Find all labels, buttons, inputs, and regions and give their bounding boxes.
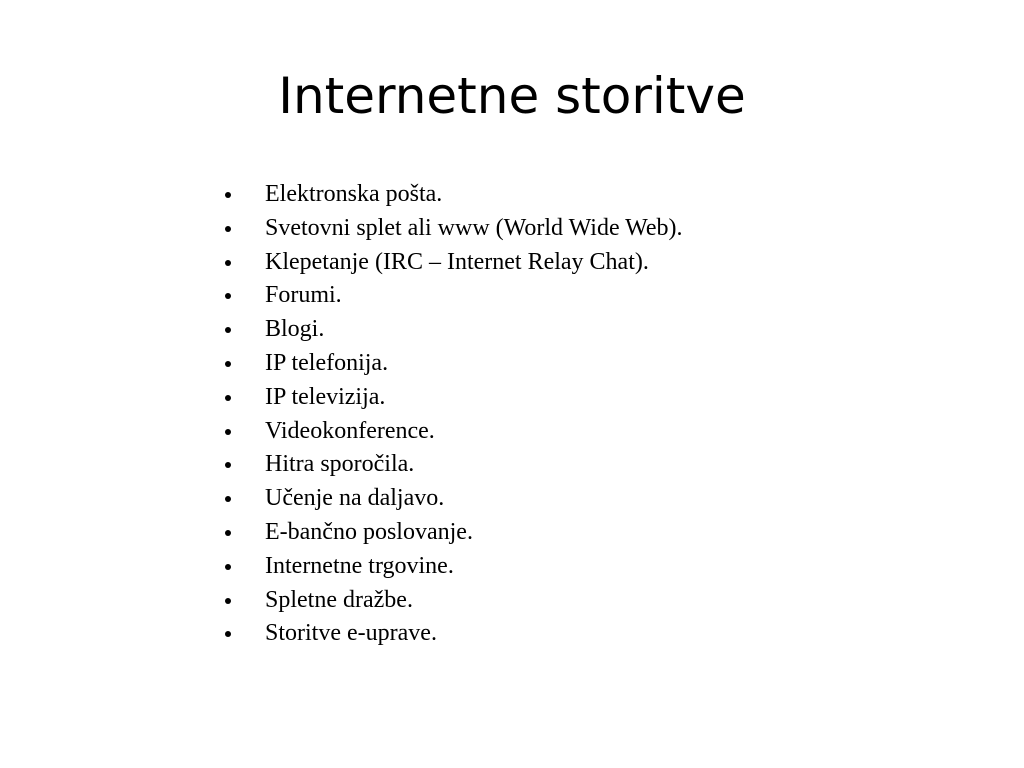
list-item-text: Hitra sporočila. (265, 451, 415, 478)
bullet-icon (225, 361, 231, 367)
list-item-text: Forumi. (265, 282, 342, 309)
list-item-text: IP televizija. (265, 383, 386, 410)
bullet-icon (225, 496, 231, 502)
list-item-text: Svetovni splet ali www (World Wide Web). (265, 214, 683, 241)
list-item-text: Klepetanje (IRC – Internet Relay Chat). (265, 248, 649, 275)
list-item-text: IP telefonija. (265, 349, 389, 376)
list-item-text: Storitve e-uprave. (265, 620, 437, 647)
bullet-icon (225, 598, 231, 604)
bullet-icon (225, 462, 231, 468)
bullet-icon (225, 260, 231, 266)
list-item-text: Elektronska pošta. (265, 181, 443, 207)
bullet-icon (225, 530, 231, 536)
bullet-icon (225, 631, 231, 637)
bullet-icon (225, 327, 231, 333)
bullet-icon (225, 226, 231, 232)
bullet-icon (225, 429, 231, 435)
list-item-text: E-bančno poslovanje. (265, 518, 473, 545)
list-item-text: Spletne dražbe. (265, 586, 413, 613)
bullet-icon (225, 564, 231, 570)
list-item-text: Učenje na daljavo. (265, 485, 445, 512)
bullet-icon (225, 293, 231, 299)
bullet-icon (225, 395, 231, 401)
list-item-text: Internetne trgovine. (265, 552, 454, 579)
slide-title: Internetne storitve (278, 67, 746, 125)
list-item-text: Blogi. (265, 316, 325, 343)
list-item-text: Videokonference. (265, 417, 435, 444)
bullet-icon (225, 192, 231, 198)
